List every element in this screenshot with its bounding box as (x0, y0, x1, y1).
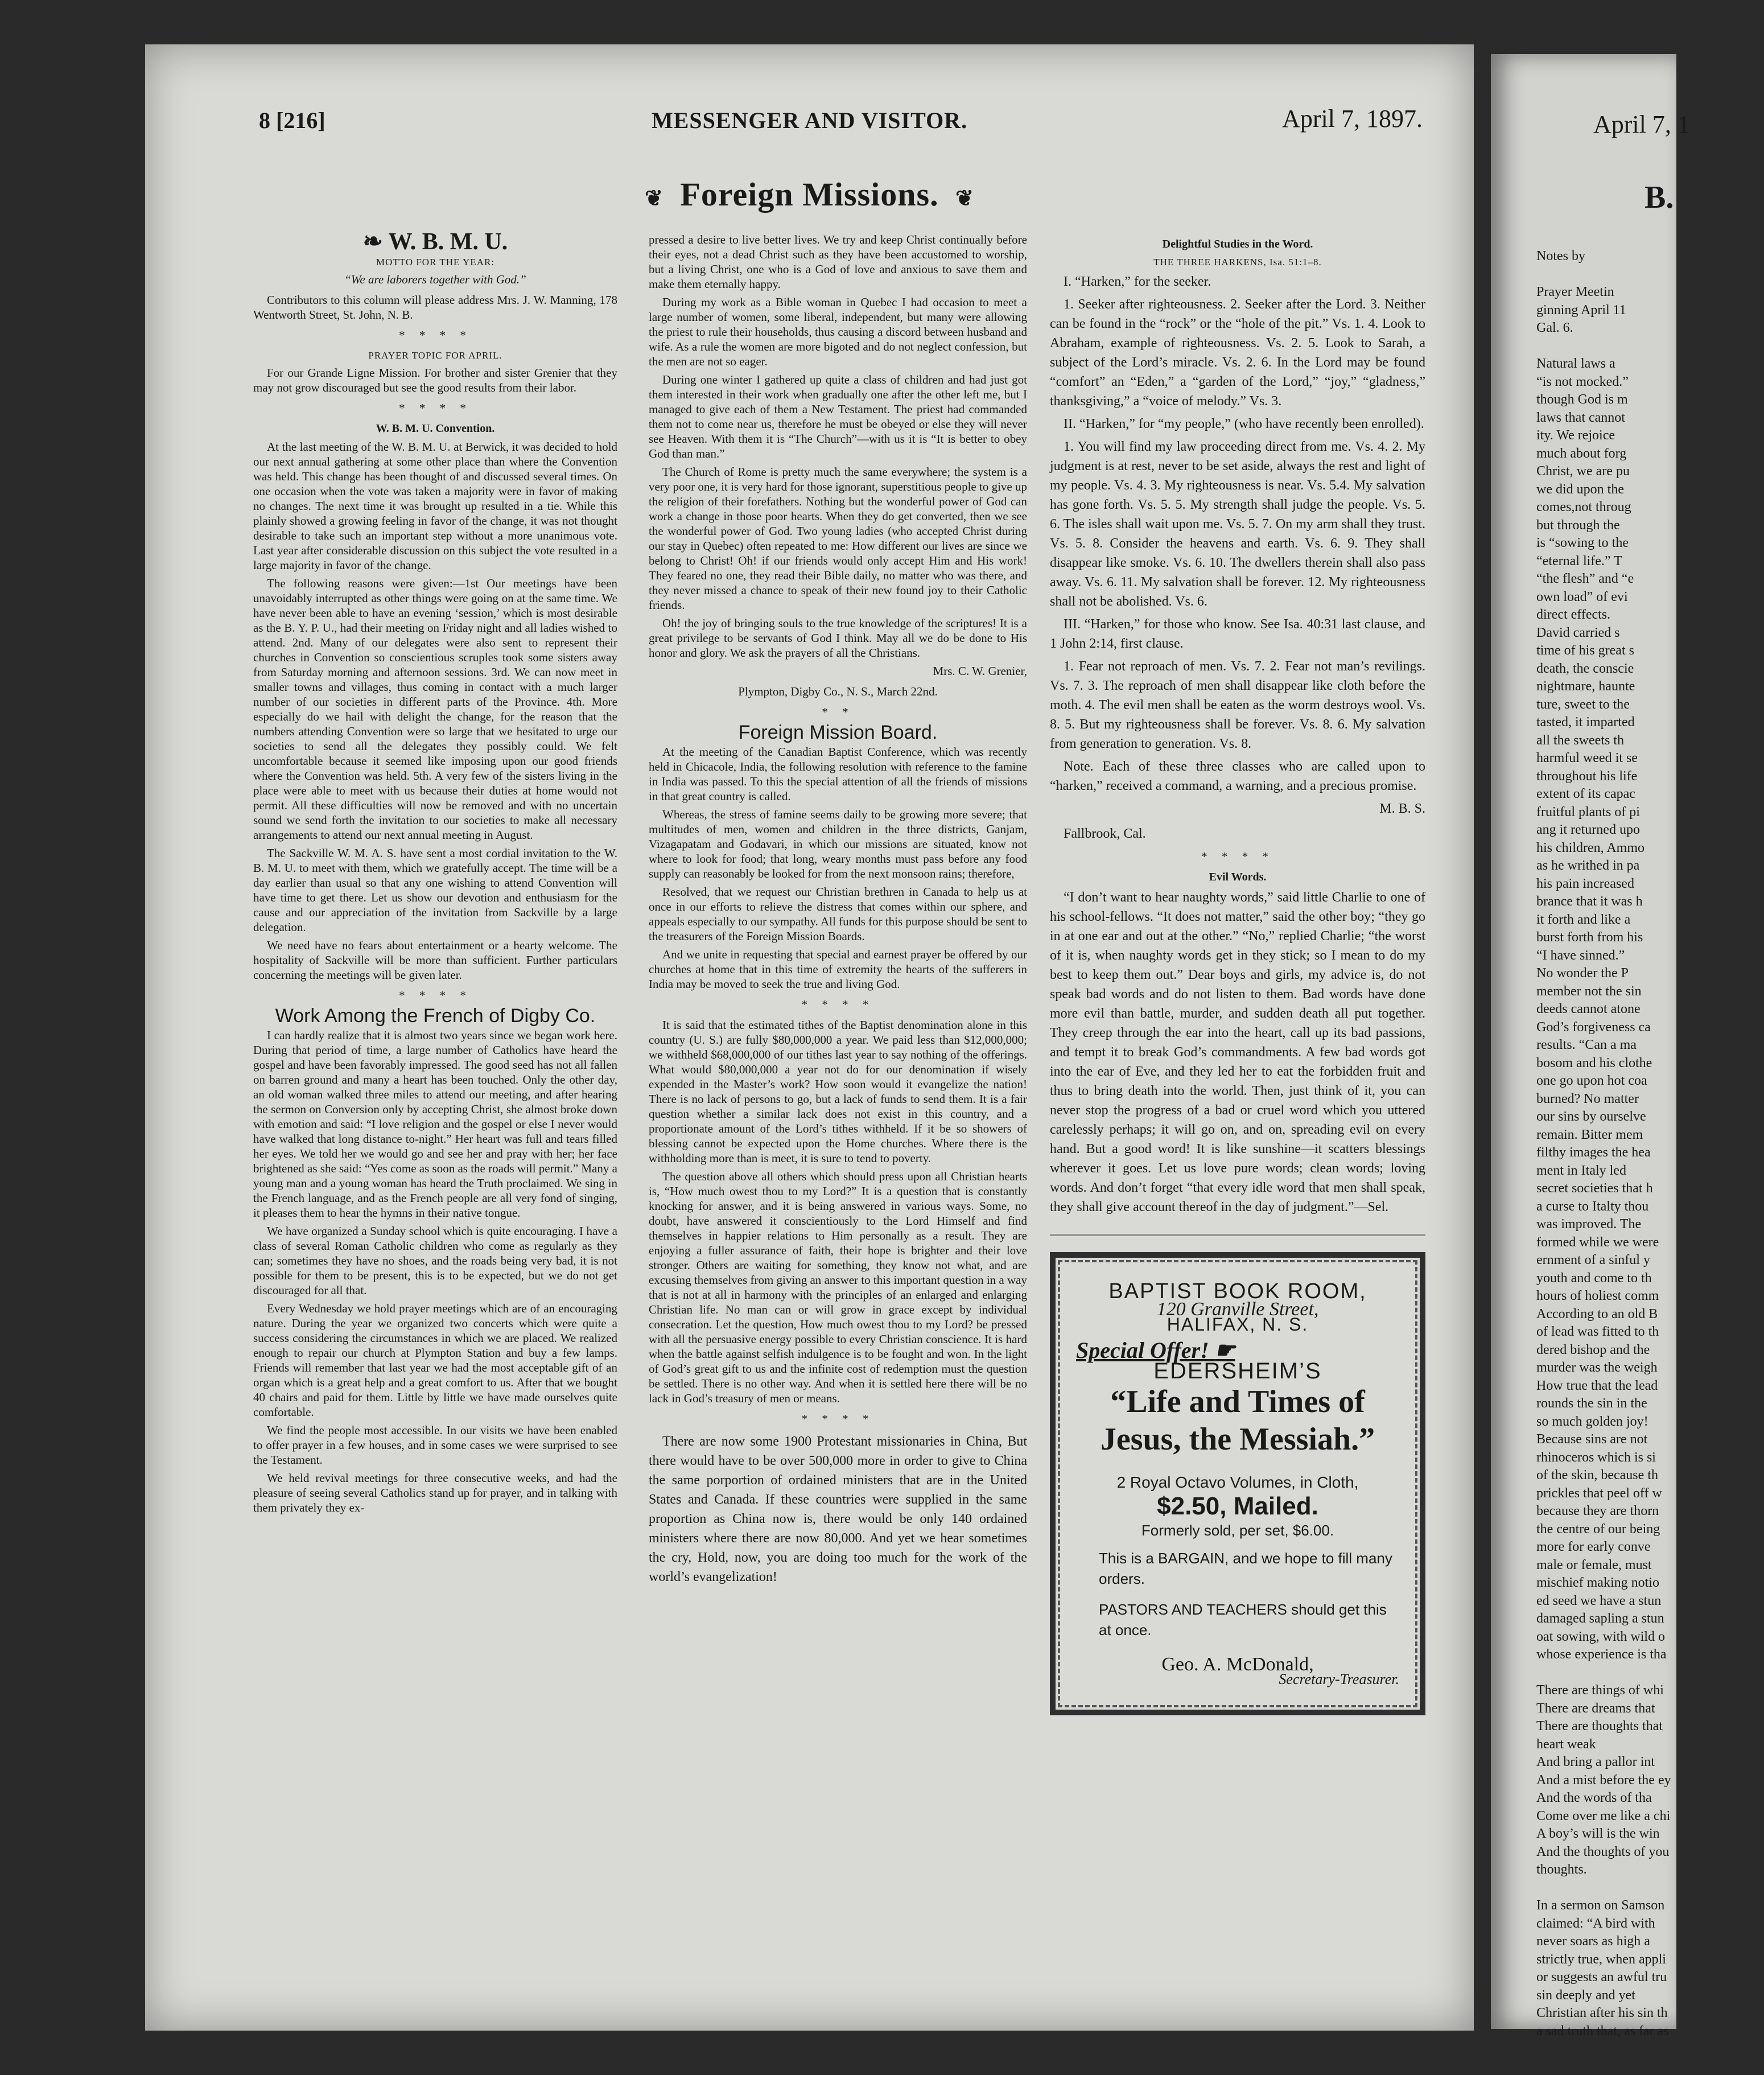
adjacent-page-line: harmful weed it se (1536, 751, 1638, 765)
french-work-paragraph: Every Wednesday we hold prayer meetings which are of an encouraging nature. During the year we organized two concerts which were quite a success considering the circumstances in which we are placed. We realized enough to repair our church at Plympton Station and buy a few lamps. Friends will remember that last year we had the most acceptable gift of an organ which is a great help and a great comfort to us. After that we bought 40 chairs and paid for them. Little by little we have made ourselves quite comfortable. (253, 1302, 617, 1419)
adjacent-page (1491, 54, 1690, 2039)
adjacent-page-line: sin deeply and yet (1536, 1987, 1635, 2003)
section-title (145, 175, 1474, 213)
china-paragraph: There are now some 1900 Protestant missionaries in China, But there would have to be over 500,000 more in order to give to China the same porportion of ordained ministers that are in the United States and Canada. If these countries were supplied in the same proportion as China now is, there would be only 140 ordained ministers where there are now 80,000. And yet we hear sometimes the cry, Hold, now, you are doing too much for the work of the world’s evangelization! (649, 1434, 1027, 1584)
adjacent-page-line: According to an old B (1536, 1306, 1658, 1321)
adjacent-page-line: A boy’s will is the win (1536, 1826, 1660, 1841)
adjacent-page-line: damaged sapling a stun (1536, 1611, 1664, 1626)
adjacent-page-date: April 7, 1 (1593, 110, 1690, 138)
adjacent-page-line (1536, 1879, 1764, 1897)
adjacent-page-line: but through the (1536, 517, 1620, 533)
adjacent-page-line: throughout his life (1536, 768, 1638, 784)
adjacent-page-line: And the words of tha (1536, 1790, 1652, 1805)
french-work-continued: Oh! the joy of bringing souls to the true knowledge of the scriptures! It is a great privilege to be servants of God I think. May all we do be done to His honor and glory. We ask the prayers of all the Christians. (649, 616, 1027, 660)
column-3 (1050, 232, 1425, 1968)
adjacent-page-line: dered bishop and the (1536, 1342, 1650, 1357)
studies-paragraph: 1. Seeker after righteousness. 2. Seeker after the Lord. 3. Neither can be found in the “rock” or the “hole of the pit.” Vs. 1. 4. Look to Abraham, example of righteousness. Vs. 2. 5. Look to Sarah, a subject of the Lord’s miracle. Vs. 2. 6. In the Lord may be found “comfort” an “Eden,” a “garden of the Lord,” “joy,” “gladness,” thanksgiving,” a “voice of melody.” Vs. 3. (1050, 297, 1425, 409)
adjacent-page-line: one go upon hot coa (1536, 1073, 1647, 1088)
contributors-note: Contributors to this column will please address Mrs. J. W. Manning, 178 Wentworth Street, St. John, N. B. (253, 293, 617, 322)
adjacent-page-line: all the sweets th (1536, 732, 1624, 748)
prayer-topic-label: PRAYER TOPIC FOR APRIL. (368, 350, 502, 361)
convention-paragraph: The Sackville W. M. A. S. have sent a most cordial invitation to the W. B. M. U. to meet with them, which we gratefully accept. The time will be a day earlier than usual so that any one wishing to attend Convention will have time to get there. Let us show our devotion and enthusiasm for the cause and our appreciation of the invitation from Sackville by a large delegation. (253, 846, 617, 934)
adjacent-page-line: mischief making notio (1536, 1575, 1659, 1590)
adjacent-page-line: a curse to Italty thou (1536, 1199, 1649, 1214)
adjacent-page-line: was improved. The (1536, 1217, 1642, 1232)
masthead: MESSENGER AND VISITOR. (651, 108, 968, 133)
adjacent-page-line: though God is m (1536, 392, 1628, 407)
french-work-paragraph: We find the people most accessible. In our visits we have been enabled to offer prayer in a few houses, and in some cases we were surprised to see the Testament. (253, 1423, 617, 1467)
adjacent-page-line: deeds cannot atone (1536, 1002, 1641, 1016)
convention-title: W. B. M. U. Convention. (376, 422, 495, 435)
ad-formerly: Formerly sold, per set, $6.00. (1141, 1522, 1334, 1539)
board-paragraph: Whereas, the stress of famine seems daily to be growing more severe; that multitudes of men, women and children in the three districts, Ganjam, Vizagapatam and Godavari, in which our missions are situated, know not where to look for food; that long, weary months must pass before any food supply can reasonably be looked for from the next monsoon rains; therefore, (649, 808, 1027, 880)
adjacent-page-line: rounds the sin in the (1536, 1396, 1647, 1411)
convention-paragraph: At the last meeting of the W. B. M. U. at Berwick, it was decided to hold our next annual gathering at some other place than where the Convention was held. This change has been thought of and discussed several times. On one occasion when the vote was taken a majority were in favor of making no changes. The next time it was brought up resulted in a tie. While this plainly showed a growing feeling in favor of the change, it was not thought desirable to take such an important step without a more unanimous vote. Last year after considerable discussion on this subject the vote resulted in a large majority in favor of the change. (253, 440, 617, 572)
adjacent-page-line: or suggests an awful tru (1536, 1970, 1667, 1985)
adjacent-page-line: prickles that peel off w (1536, 1485, 1662, 1501)
wbmu-title (253, 229, 617, 255)
adjacent-page-line: time of his great s (1536, 643, 1634, 658)
studies-place: Fallbrook, Cal. (1064, 826, 1146, 841)
convention-paragraph: The following reasons were given:—1st Our meetings have been unavoidably interrupted as other things were going on at the same time. We have never been able to have an evening ‘session,’ which is most desirable as the B. Y. P. U., had their meeting on Friday night and all ladies wished to attend. 2nd. Many of our delegates were also sent to represent their churches in Convention so conscientious scruples took some sisters away from Saturday morning and afternoon sessions. 3rd. We can now meet in smaller towns and villages, thus coming in contact with a much larger number of our societies in different parts of the Province. 4th. More especially do we hail with delight the change, for the reason that the numbers attending Convention were so large that we hesitated to urge our societies to send all the delegates they possibly could. We felt uncomfortable because it seemed like imposing upon our good friends where the Convention was held. 5th. A very few of the sisters living in the place were able to meet with us because their duties at home would not permit. All these difficulties will now be removed and with no uncertain sound we send forth the invitation to our societies to make all necessary arrangements to attend our next annual meeting in August. (253, 577, 617, 842)
adjacent-page-line: There are dreams that (1536, 1701, 1655, 1716)
adjacent-page-line (1536, 1664, 1764, 1682)
adjacent-page-line (1536, 337, 1764, 356)
adjacent-page-line: How true that the lead (1536, 1378, 1658, 1393)
adjacent-page-line: ed seed we have a stun (1536, 1593, 1662, 1608)
studies-initials: M. B. S. (1379, 801, 1425, 816)
adjacent-page-line: “is not mocked.” (1536, 374, 1629, 389)
ad-pastors: PASTORS AND TEACHERS should get this at once. (1099, 1601, 1387, 1638)
motto-label: MOTTO FOR THE YEAR: (376, 257, 495, 267)
section-title-text: Foreign Missions. (680, 176, 939, 213)
adjacent-page-line: remain. Bitter mem (1536, 1127, 1643, 1142)
adjacent-page-line: Prayer Meetin (1536, 285, 1614, 299)
adjacent-page-line: laws that cannot (1536, 410, 1625, 425)
adjacent-page-line: bosom and his clothe (1536, 1055, 1652, 1071)
french-work-paragraph: We have organized a Sunday school which is quite encouraging. I have a class of several Roman Catholic children who come as regularly as they can; sometimes they have no shoes, and the roads being very bad, it is not possible for them to be present, this is to be expected, but we do not get discouraged for all that. (253, 1224, 617, 1297)
adjacent-page-line: a sad truth that, as far as (1536, 2023, 1669, 2039)
ad-street: 120 Granville Street, (1156, 1299, 1319, 1320)
ad-store-name: BAPTIST BOOK ROOM, (1108, 1279, 1367, 1303)
studies-paragraph: III. “Harken,” for those who know. See Isa. 40:31 last clause, and 1 John 2:14, first clause. (1050, 617, 1425, 651)
adjacent-page-line: And bring a pallor int (1536, 1755, 1655, 1769)
ad-special-offer (1076, 1337, 1399, 1363)
french-work-continued: The Church of Rome is pretty much the same everywhere; the system is a very poor one, it is very hard for those ignorant, superstitious people to give up the religion of their forefathers. Nothing but the wonderful power of God can work a change in those poor hearts. When they do get converted, then we see the wonderful power of God. Two young ladies (who accepted Christ during our stay in Quebec) often repeated to me: How different our lives are since we belong to Christ! Oh! if our friends would only accept Him and His work! They feared no one, they read their Bible daily, no matter who was there, and they never missed a chance to speak of their new found joy to their Catholic friends. (649, 465, 1027, 612)
author-place-date: Plympton, Digby Co., N. S., March 22nd. (738, 685, 938, 698)
adjacent-page-line: whose experience is tha (1536, 1647, 1667, 1662)
adjacent-page-line: the centre of our being (1536, 1521, 1660, 1537)
studies-paragraph: II. “Harken,” for “my people,” (who have recently been enrolled). (1064, 417, 1424, 431)
board-paragraph: Resolved, that we request our Christian brethren in Canada to help us at once in our efforts to relieve the distress that comes within our sphere, and appeals especially to our sympathy. All funds for this purpose should be sent to the treasurers of the Foreign Mission Boards. (649, 885, 1027, 943)
adjacent-page-line: more for early conve (1536, 1539, 1651, 1554)
ad-city: HALIFAX, N. S. (1167, 1314, 1309, 1335)
adjacent-page-line: heart weak (1536, 1736, 1596, 1752)
divider-stars: * * (822, 705, 854, 719)
adjacent-page-line: “eternal life.” T (1536, 553, 1622, 569)
adjacent-page-line: much about forg (1536, 446, 1627, 461)
board-paragraph: And we unite in requesting that special and earnest prayer be offered by our churches at home that in this time of extremity the hearts of the sufferers in India may be moved to seek the true and living God. (649, 948, 1027, 991)
adjacent-page-line: because they are thorn (1536, 1504, 1659, 1518)
studies-paragraph: 1. Fear not reproach of men. Vs. 7. 2. Fear not man’s revilings. Vs. 7. 3. The reproach of men shall disappear like cloth before the moth. 4. The evil men shall be eaten as the worm destroys wool. Vs. 8. 5. But my righteousness shall be forever. Vs. 8. 6. My salvation from generation to generation. Vs. 8. (1050, 659, 1425, 751)
adjacent-page-line: There are things of whi (1536, 1683, 1664, 1698)
adjacent-page-line: “the flesh” and “e (1536, 571, 1634, 586)
adjacent-page-line: direct effects. (1536, 607, 1611, 622)
adjacent-page-line: brance that it was h (1536, 894, 1643, 909)
divider-stars: * * * * (399, 328, 472, 342)
ad-author: EDERSHEIM’S (1153, 1358, 1322, 1384)
adjacent-page-line: There are thoughts that (1536, 1719, 1663, 1734)
tithes-paragraph: The question above all others which should press upon all Christian hearts is, “How much owest thou to my Lord?” It is a question that is constantly knocking for answer, and it is being answered in various ways. Some, no doubt, have answered it conscientiously to the Lord Himself and find themselves in happier relations to Him personally as a result. They are enjoying a fuller assurance of faith, their hope is brighter and their love stronger. Others are waiting for something, they know not what, and are excusing themselves from giving an answer to this important question in a way that is not at all in harmony with the principles of an enlarged and enlarging Christian life. No man can or will grow in grace except by individual consecration. Let the question, How much owest thou to my Lord? be pressed with all the persuasive energy possible to every Christian conscience. It is hard when the battle against selfish indulgence is to be fought and won. In the light of God’s great gift to us and the infinite cost of redemption must the question be settled. There is no other way. And when it is settled here there will be no lack in God’s treasury of men or means. (649, 1170, 1027, 1405)
french-work-continued: During my work as a Bible woman in Quebec I had occasion to meet a large number of women, some liberal, independent, but many were allowing the priest to rule their households, thus causing a discord between husband and wife. As a rule the women are more bigoted and do not neglect confession, but the men are not so eager. (649, 295, 1027, 368)
board-title: Foreign Mission Board. (738, 722, 938, 743)
tithes-paragraph: It is said that the estimated tithes of the Baptist denomination alone in this country (U. S.) are fully $80,000,000 a year. We paid less than $12,000,000; we withheld $68,000,000 of our tithes last year to say nothing of the offerings. What would $80,000,000 a year not do for our denomination if wisely expended in the Master’s work? How soon would it evangelize the nation! There is no lack of persons to go, but a lack of funds to send them. It is a fair question whether a similar lack does not exist in this country, and a proportionate amount of the Lord’s tithes withheld. If it be so showers of blessing cannot be expected upon the Home churches. Where there is the withholding more than is meet, it is sure to tend to poverty. (649, 1018, 1027, 1165)
adjacent-page-line: ernment of a sinful y (1536, 1253, 1650, 1267)
author-signature: Mrs. C. W. Grenier, (933, 664, 1027, 678)
ornament-icon: ❧ (362, 229, 389, 255)
adjacent-page-line: of lead was fitted to th (1536, 1324, 1659, 1339)
studies-paragraph: Note. Each of these three classes who are called upon to “harken,” received a command, a warning, and a precious promise. (1050, 759, 1425, 793)
ornament-icon: ❦ (955, 187, 974, 211)
ad-contact-role: Secretary-Treasurer. (1279, 1671, 1399, 1687)
adjacent-page-line: ity. We rejoice (1536, 428, 1615, 443)
divider-stars: * * * * (1201, 850, 1274, 863)
board-paragraph: At the meeting of the Canadian Baptist Conference, which was recently held in Chicacole, India, the following resolution with reference to the famine in India was passed. To this the special attention of all the friends of missions in that great country is called. (649, 745, 1027, 803)
adjacent-page-line: ture, sweet to the (1536, 697, 1630, 712)
adjacent-page-line: our sins by ourselve (1536, 1109, 1646, 1124)
adjacent-page-line: ang it returned upo (1536, 822, 1640, 837)
adjacent-page-line: Christian after his sin th (1536, 2006, 1668, 2020)
divider-rule (1050, 1234, 1425, 1236)
adjacent-page-line: member not the sin (1536, 983, 1642, 999)
adjacent-page-line: rhinoceros which is si (1536, 1450, 1656, 1465)
adjacent-page-line: own load” of evi (1536, 589, 1628, 604)
wbmu-title-text: W. B. M. U. (388, 229, 508, 255)
adjacent-page-line: murder was the weigh (1536, 1360, 1658, 1375)
adjacent-page-heading: B. (1645, 180, 1674, 215)
adjacent-page-line: his pain increased (1536, 876, 1634, 891)
adjacent-page-line: extent of its capac (1536, 787, 1635, 801)
studies-body (1050, 272, 1425, 843)
french-work-title: Work Among the French of Digby Co. (275, 1005, 596, 1027)
adjacent-page-line: burned? No matter (1536, 1091, 1639, 1106)
ad-volumes: 2 Royal Octavo Volumes, in Cloth, (1116, 1473, 1359, 1491)
pointing-hand-icon: ☛ (1214, 1337, 1235, 1363)
adjacent-page-line: “I have sinned.” (1536, 948, 1625, 963)
divider-stars: * * * * (801, 1412, 875, 1426)
divider-stars: * * * * (801, 998, 875, 1011)
adjacent-page-line: so much golden joy! (1536, 1414, 1648, 1429)
adjacent-page-line: death, the conscie (1536, 661, 1634, 676)
adjacent-page-line: comes,not throug (1536, 500, 1631, 514)
motto: “We are laborers together with God.” (344, 273, 526, 286)
ad-contact-name: Geo. A. McDonald, (1161, 1654, 1314, 1675)
issue-date: April 7, 1897. (1282, 105, 1423, 133)
adjacent-page-line: And the thoughts of you (1536, 1844, 1670, 1859)
adjacent-page-line: Christ, we are pu (1536, 464, 1630, 479)
column-1 (253, 229, 617, 1968)
ornament-icon: ❦ (645, 187, 663, 211)
adjacent-page-line: ginning April 11 (1536, 302, 1626, 318)
adjacent-page-line: hours of holiest comm (1536, 1288, 1659, 1303)
adjacent-page-line: In a sermon on Samson (1536, 1898, 1665, 1913)
ad-special-offer-text: Special Offer! (1076, 1337, 1209, 1363)
adjacent-page-line: God’s forgiveness ca (1536, 1019, 1651, 1035)
studies-title: Delightful Studies in the Word. (1162, 238, 1313, 250)
ad-bargain: This is a BARGAIN, and we hope to fill many orders. (1099, 1550, 1392, 1587)
adjacent-page-line: is “sowing to the (1536, 536, 1629, 550)
adjacent-page-line: Notes by (1536, 249, 1585, 264)
french-work-paragraph: I can hardly realize that it is almost two years since we began work here. During that period of time, a large number of Catholics have heard the gospel and have been favorably impressed. The good seed has not all fallen on barren ground and many a heart has been touched. Only the other day, an old woman walked three miles to attend our meeting, and after hearing the sermon on Conversion only by accepting Christ, she almost broke down with emotion and said: “I love religion and the gospel or else I never would have walked that long distance to-night.” Her heart was full and tears filled her eyes. We told her we would go and see her and pray with her; her face brightened as she said: “Yes come as soon as the roads will permit.” Many a young man and a young woman has heard the Truth proclaimed. We sing in the French language, and as the French people are all very fond of singing, it pleases them to hear the hymns in their native tongue. (253, 1028, 617, 1220)
adjacent-page-line: strictly true, when appli (1536, 1952, 1666, 1967)
adjacent-page-line: Gal. 6. (1536, 320, 1573, 335)
adjacent-page-line: tasted, it imparted (1536, 715, 1635, 730)
adjacent-page-line: filthy images the hea (1536, 1145, 1651, 1160)
ad-price: $2.50, Mailed. (1157, 1492, 1318, 1520)
adjacent-page-line: No wonder the P (1536, 966, 1629, 981)
evil-words-paragraph: “I don’t want to hear naughty words,” said little Charlie to one of his school-fellows. “It does not matter,” said the other boy; “they go in at one ear and out at the other.” “No,” replied Charlie; “the worst of it is, when naughty words get in they stick; so I mean to do my best to keep them out.” Dear boys and girls, my advice is, do not speak bad words and do not listen to them. Bad words have done more evil than battle, murder, and sudden death all put together. They creep through the ear into the heart, call up its bad passions, and tempt it to break God’s commandments. A few bad words got into the ear of Eve, and they led her to eat the forbidden fruit and thus to bring death into the world. Then, just think of it, you can never stop the progress of a bad or cruel word which you uttered carelessly perhaps; it will go on, and on, spreading evil on every hand. But a good word! It is like sunshine—it scatters blessings wherever it goes. Let us love pure words; clean words; loving words. And don’t forget “that every idle word that men shall speak, they shall give account thereof in the day of judgment.”—Sel. (1050, 890, 1425, 1214)
divider-stars: * * * * (399, 401, 472, 415)
evil-words-title: Evil Words. (1209, 871, 1267, 883)
french-work-paragraph: We held revival meetings for three consecutive weeks, and had the pleasure of seeing several Catholics stand up for prayer, and in talking with them privately they ex- (253, 1471, 617, 1514)
adjacent-page-line: we did upon the (1536, 481, 1624, 497)
adjacent-page-column (1536, 248, 1764, 2040)
adjacent-page-line: fruitful plants of pi (1536, 804, 1640, 820)
adjacent-page-line: results. “Can a ma (1536, 1038, 1637, 1052)
adjacent-page-line: as he writhed in pa (1536, 858, 1640, 873)
book-room-advertisement (1050, 1252, 1425, 1715)
adjacent-page-line: ment in Italy led (1536, 1163, 1626, 1178)
adjacent-page-line: claimed: “A bird with (1536, 1916, 1655, 1931)
newspaper-page (145, 44, 1474, 2031)
adjacent-page-line: Because sins are not (1536, 1432, 1648, 1447)
adjacent-page-line: youth and come to th (1536, 1270, 1652, 1286)
column-2 (649, 232, 1027, 1968)
adjacent-page-line: Natural laws a (1536, 356, 1615, 371)
adjacent-page-line (1536, 266, 1764, 284)
adjacent-page-line: it forth and like a (1536, 912, 1631, 927)
adjacent-page-line: his children, Ammo (1536, 840, 1645, 855)
studies-paragraph: 1. You will find my law proceeding direct from me. Vs. 4. 2. My judgment is at rest, never to be set aside, always the rest and light of my people. Vs. 4. 3. My righteousness is near. Vs. 5.4. My salvation has gone forth. Vs. 5. 5. My strength shall judge the people. Vs. 5. 6. The isles shall wait upon me. Vs. 5. 7. On my arm shall they trust. Vs. 5. 8. Consider the heavens and earth. Vs. 6. 9. They shall disappear like smoke. Vs. 6. 10. The dwellers therein shall also pass away. Vs. 6. 11. My salvation shall be forever. 12. My righteousness shall not be abolished. Vs. 6. (1050, 439, 1425, 609)
french-work-continued: pressed a desire to live better lives. We try and keep Christ continually before their eyes, not a dead Christ such as they have been accustomed to worship, but a living Christ, one who is a God of love and anxious to save them and make them eternally happy. (649, 233, 1027, 291)
convention-paragraph: We need have no fears about entertainment or a hearty welcome. The hospitality of Sackville will be more than sufficient. Further particulars concerning the meetings will be given later. (253, 938, 617, 982)
studies-subtitle: THE THREE HARKENS, Isa. 51:1–8. (1153, 257, 1322, 267)
adjacent-page-line: Come over me like a chi (1536, 1808, 1671, 1823)
adjacent-page-line: secret societies that h (1536, 1181, 1653, 1196)
ad-book-title: “Life and Times of Jesus, the Messiah.” (1100, 1384, 1375, 1457)
studies-paragraph: I. “Harken,” for the seeker. (1064, 274, 1211, 289)
adjacent-page-line: oat sowing, with wild o (1536, 1629, 1665, 1644)
adjacent-page-line: male or female, must (1536, 1557, 1652, 1572)
adjacent-page-line: And a mist before the ey (1536, 1772, 1671, 1788)
adjacent-page-line: burst forth from his (1536, 930, 1643, 945)
adjacent-page-line: never soars as high a (1536, 1934, 1650, 1949)
adjacent-page-line: formed while we were (1536, 1234, 1659, 1250)
adjacent-page-line: David carried s (1536, 625, 1620, 640)
french-work-continued: During one winter I gathered up quite a class of children and had just got them interested in their work when gradually one after the other left me, but I managed to give each of them a New Testament. The priest had commanded them not to come near us, therefore he must be obeyed or else they will never see Heaven. With them it is “The Church”—with us it is “It is better to obey God than man.” (649, 373, 1027, 460)
adjacent-page-line: of the skin, because th (1536, 1468, 1658, 1483)
divider-stars: * * * * (399, 989, 472, 1002)
adjacent-page-line: thoughts. (1536, 1862, 1587, 1877)
prayer-topic-text: For our Grande Ligne Mission. For brother and sister Grenier that they may not grow discouraged but see the good results from their labor. (253, 366, 617, 394)
adjacent-page-line: nightmare, haunte (1536, 679, 1635, 694)
page-number: 8 [216] (259, 108, 325, 133)
